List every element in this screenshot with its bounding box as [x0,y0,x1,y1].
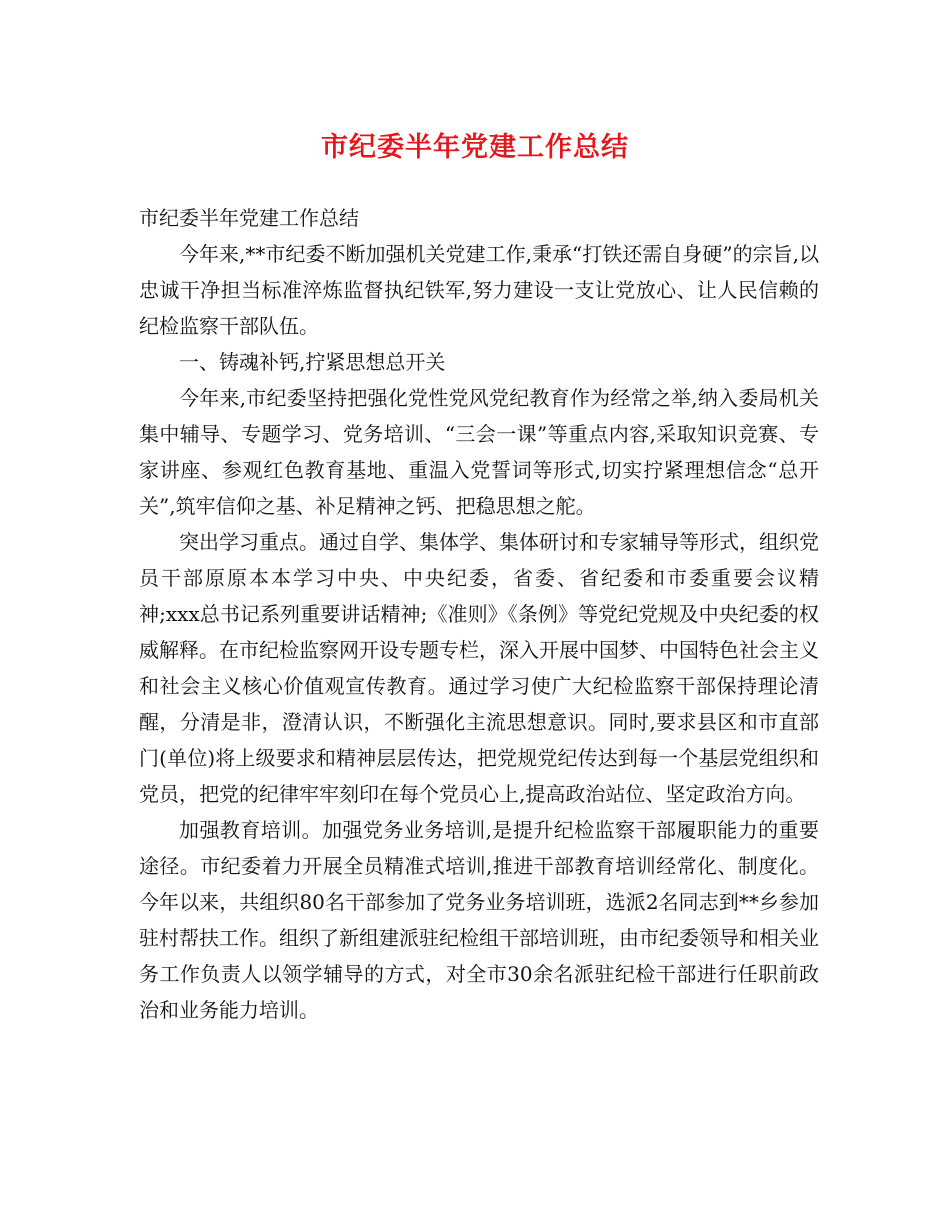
document-title: 市纪委半年党建工作总结 [321,132,629,163]
body-paragraph-study-focus: 突出学习重点。通过自学、集体学、集体研讨和专家辅导等形式，组织党员干部原原本本学习中央、中央纪委，省委、省纪委和市委重要会议精神;xxx总书记系列重要讲话精神;《准则》《条例》等党纪党规及中央纪委的权威解释。在市纪检监察网开设专题专栏，深入开展中国梦、中国特色社会主义和社会主义核心价值观宣传教育。通过学习使广大纪检监察干部保持理论清醒，分清是非，澄清认识，不断强化主流思想意识。同时,要求县区和市直部门(单位)将上级要求和精神层层传达，把党规党纪传达到每一个基层党组织和党员，把党的纪律牢牢刻印在每个党员心上,提高政治站位、坚定政治方向。 [139,530,819,806]
document-body [139,200,819,1028]
body-paragraph-training: 加强教育培训。加强党务业务培训,是提升纪检监察干部履职能力的重要途径。市纪委着力开展全员精准式培训,推进干部教育培训经常化、制度化。今年以来，共组织80名干部参加了党务业务培训班，选派2名同志到**乡参加驻村帮扶工作。组织了新组建派驻纪检组干部培训班，由市纪委领导和相关业务工作负责人以领学辅导的方式，对全市30余名派驻纪检干部进行任职前政治和业务能力培训。 [139,818,819,1022]
body-paragraph-subtitle: 市纪委半年党建工作总结 [139,206,359,230]
body-paragraph-section-1: 今年来,市纪委坚持把强化党性党风党纪教育作为经常之举,纳入委局机关集中辅导、专题学习、党务培训、“三会一课”等重点内容,采取知识竞赛、专家讲座、参观红色教育基地、重温入党誓词等形式,切实拧紧理想信念“总开关”,筑牢信仰之基、补足精神之钙、把稳思想之舵。 [139,386,819,518]
body-paragraph-intro: 今年来,**市纪委不断加强机关党建工作,秉承“打铁还需自身硬”的宗旨,以忠诚干净担当标准淬炼监督执纪铁军,努力建设一支让党放心、让人民信赖的纪检监察干部队伍。 [139,242,819,338]
section-heading-1: 一、铸魂补钙,拧紧思想总开关 [179,350,446,374]
